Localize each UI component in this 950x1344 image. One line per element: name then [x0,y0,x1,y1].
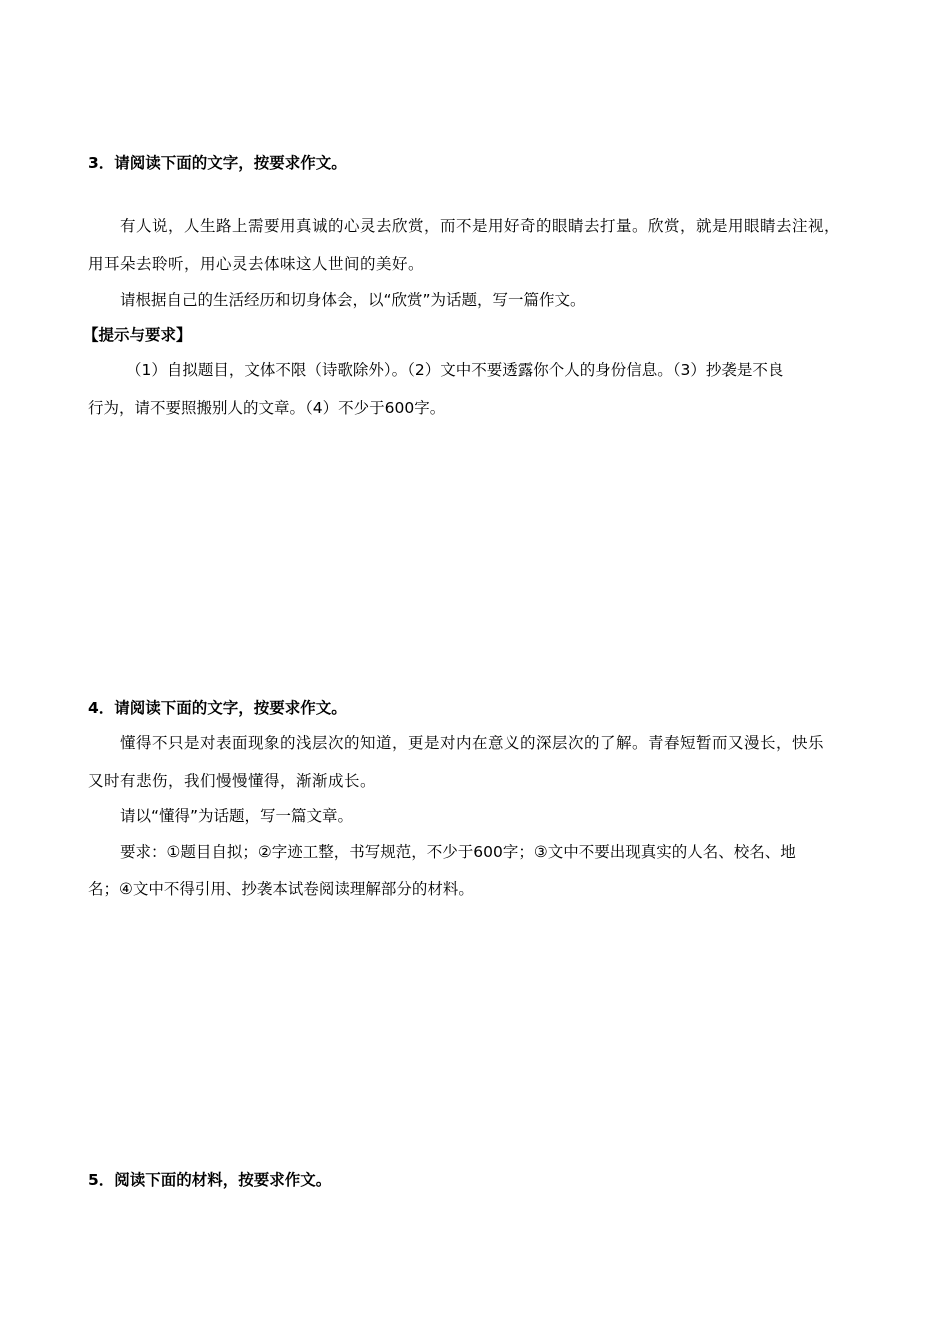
question-3-hint-line-1: （1）自拟题目，文体不限（诗歌除外）。（2）文中不要透露你个人的身份信息。（3）抄袭是不良 [126,361,784,379]
question-3-hint-line-2: 行为，请不要照搬别人的文章。（4）不少于600字。 [88,399,446,417]
question-5-heading: 5．阅读下面的材料，按要求作文。 [88,1171,332,1189]
question-4-material-line-1: 懂得不只是对表面现象的浅层次的知道，更是对内在意义的深层次的了解。青春短暂而又漫长，快乐 [120,734,825,752]
question-4-instruction: 请以“懂得”为话题，写一篇文章。 [120,807,354,825]
question-4-requirement-line-2: 名；④文中不得引用、抄袭本试卷阅读理解部分的材料。 [88,880,474,898]
question-4-material-line-2: 又时有悲伤，我们慢慢懂得，渐渐成长。 [88,772,377,790]
question-3-hint-label: 【提示与要求】 [83,326,192,344]
question-3-instruction: 请根据自己的生活经历和切身体会，以“欣赏”为话题，写一篇作文。 [120,291,586,309]
question-3-material-line-1: 有人说，人生路上需要用真诚的心灵去欣赏，而不是用好奇的眼睛去打量。欣赏，就是用眼睛去注视， [120,217,841,235]
question-3-heading: 3．请阅读下面的文字，按要求作文。 [88,154,347,172]
question-3-material-line-2: 用耳朵去聆听，用心灵去体味这人世间的美好。 [88,255,425,273]
question-4-requirement-line-1: 要求：①题目自拟；②字迹工整，书写规范，不少于600字；③文中不要出现真实的人名、校名、地 [120,843,796,861]
question-4-heading: 4．请阅读下面的文字，按要求作文。 [88,699,347,717]
